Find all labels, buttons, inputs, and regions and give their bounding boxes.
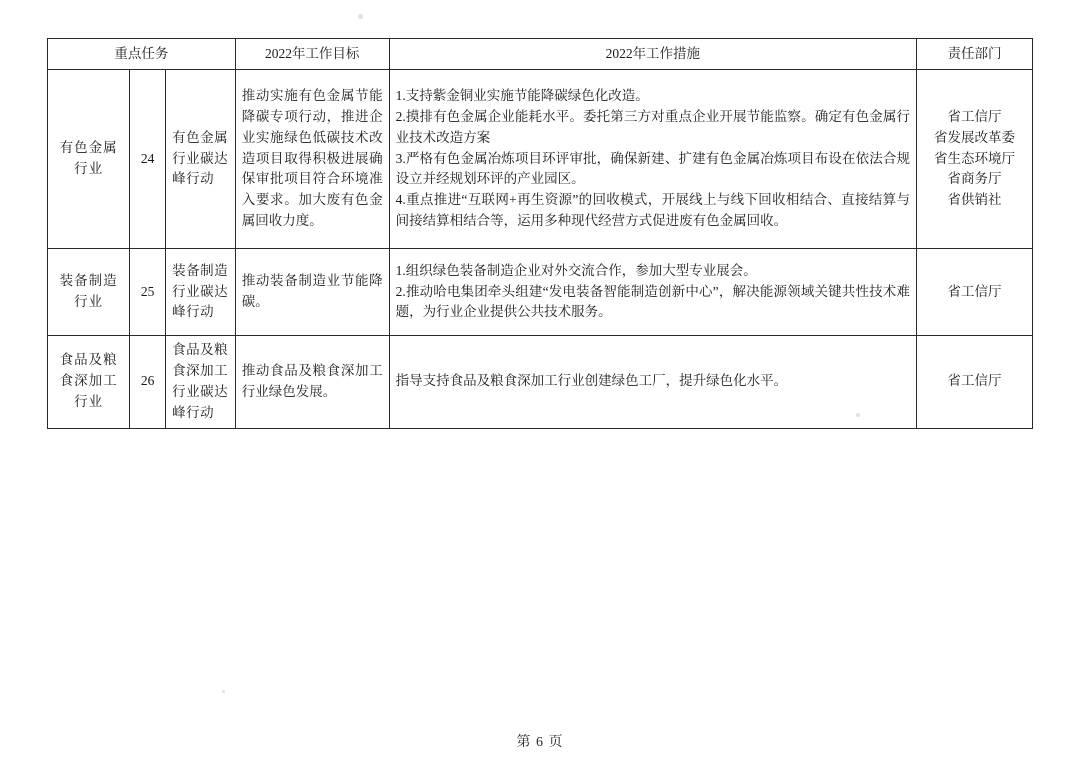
row-task-name: 装备制造行业: [48, 249, 130, 336]
row-departments: [916, 70, 1032, 249]
measure-item: 2.推动哈电集团牵头组建“发电装备智能制造创新中心”，解决能源领域关键共性技术难题，为行业企业提供公共技术服务。: [395, 283, 910, 320]
row-goal: 推动实施有色金属节能降碳专项行动，推进企业实施绿色低碳技术改造项目取得积极进展确保审批项目符合环境准入要求。加大废有色金属回收力度。: [235, 70, 389, 249]
row-task-name: 有色金属行业: [48, 70, 130, 249]
row-number: 25: [130, 249, 166, 336]
header-dept: 责任部门: [916, 39, 1032, 70]
measure-item: 3.严格有色金属冶炼项目环评审批，确保新建、扩建有色金属冶炼项目布设在依法合规设立并经规划环评的产业园区。: [395, 150, 910, 187]
scan-speck: [358, 14, 363, 19]
measure-item: 1.支持紫金铜业实施节能降碳绿色化改造。: [395, 87, 649, 103]
row-goal: 推动装备制造业节能降碳。: [235, 249, 389, 336]
row-goal: 推动食品及粮食深加工行业绿色发展。: [235, 336, 389, 429]
header-measure: 2022年工作措施: [389, 39, 916, 70]
measure-item: 指导支持食品及粮食深加工行业创建绿色工厂，提升绿色化水平。: [395, 373, 788, 389]
table-row: [48, 336, 1033, 429]
row-number: 24: [130, 70, 166, 249]
department-item: 省供销社: [947, 192, 1002, 208]
row-measures: [389, 336, 916, 429]
header-task: 重点任务: [48, 39, 236, 70]
measure-item: 4.重点推进“互联网+再生资源”的回收模式，开展线上与线下回收相结合、直接结算与间接结算相结合等，运用多种现代经营方式促进废有色金属回收。: [395, 192, 910, 229]
table-row: [48, 70, 1033, 249]
department-item: 省生态环境厅: [933, 150, 1015, 166]
department-item: 省工信厅: [947, 108, 1002, 124]
row-number: 26: [130, 336, 166, 429]
row-action-name: 食品及粮食深加工行业碳达峰行动: [166, 336, 236, 429]
table-row: [48, 249, 1033, 336]
row-departments: [916, 336, 1032, 429]
measure-item: 1.组织绿色装备制造企业对外交流合作，参加大型专业展会。: [395, 262, 757, 278]
row-action-name: 有色金属行业碳达峰行动: [166, 70, 236, 249]
department-item: 省发展改革委: [933, 129, 1015, 145]
row-action-name: 装备制造行业碳达峰行动: [166, 249, 236, 336]
row-measures: [389, 70, 916, 249]
page-footer: 第 6 页: [516, 735, 564, 750]
measure-item: 2.摸排有色金属企业能耗水平。委托第三方对重点企业开展节能监察。确定有色金属行业技术改造方案: [395, 108, 910, 145]
row-measures: [389, 249, 916, 336]
work-plan-table: [47, 38, 1033, 429]
table-header-row: [48, 39, 1033, 70]
header-goal: 2022年工作目标: [235, 39, 389, 70]
department-item: 省工信厅: [947, 373, 1002, 389]
row-departments: [916, 249, 1032, 336]
scan-speck: [222, 690, 225, 693]
department-item: 省商务厅: [947, 171, 1002, 187]
row-task-name: 食品及粮食深加工行业: [48, 336, 130, 429]
department-item: 省工信厅: [947, 283, 1002, 299]
